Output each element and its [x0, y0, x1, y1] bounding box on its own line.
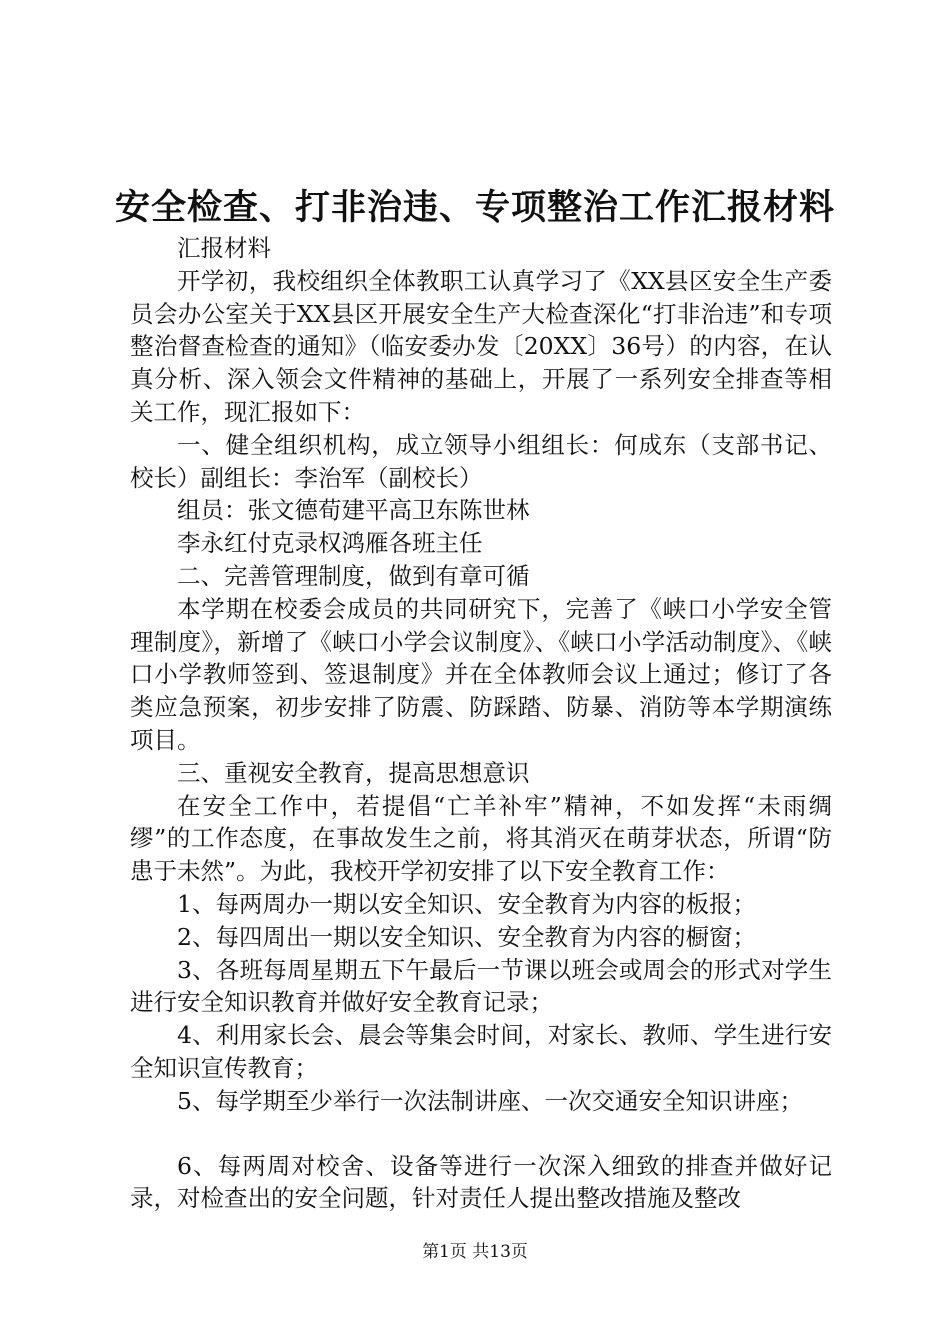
paragraph-members-2: 李永红付克录权鸿雁各班主任: [177, 529, 483, 558]
list-item-5: 5、每学期至少举行一次法制讲座、一次交通安全知识讲座；: [177, 1086, 803, 1115]
list-item-6: 6、每两周对校舍、设备等进行一次深入细致的排查并做好记录，对检查出的安全问题，针对责任人提出整改措施及整改: [130, 1151, 832, 1213]
list-item-3: 3、各班每周星期五下午最后一节课以班会或周会的形式对学生进行安全知识教育并做好安全教育记录；: [130, 955, 832, 1017]
list-item-4: 4、利用家长会、晨会等集会时间，对家长、教师、学生进行安全知识宣传教育；: [130, 1021, 832, 1082]
page-number-footer: 第1页 共13页: [422, 1242, 528, 1262]
paragraph-intro: 开学初，我校组织全体教职工认真学习了《XX县区安全生产委员会办公室关于XX县区开展安全生产大检查深化“打非治违”和专项整治督查检查的通知》（临安委办发〔20XX〕36号）的内容，在认真分析、深入领会文件精神的基础上，开展了一系列安全排查等相关工作，现汇报如下：: [130, 266, 832, 426]
paragraph-education: 在安全工作中，若提倡“亡羊补牢”精神，不如发挥“未雨绸缪”的工作态度，在事故发生之前，将其消灭在萌芽状态，所谓“防患于未然”。为此，我校开学初安排了以下安全教育工作：: [130, 791, 832, 886]
document-body: [130, 232, 832, 1215]
document-title: 安全检查、打非治违、专项整治工作汇报材料: [114, 187, 835, 228]
paragraph-section-1: 一、健全组织机构，成立领导小组组长：何成东（支部书记、校长）副组长：李治军（副校长）: [130, 430, 832, 492]
paragraph-section-2: 二、完善管理制度，做到有章可循: [177, 561, 530, 590]
paragraph-management: 本学期在校委会成员的共同研究下，完善了《峡口小学安全管理制度》，新增了《峡口小学会议制度》、《峡口小学活动制度》、《峡口小学教师签到、签退制度》并在全体教师会议上通过；修订了各类应急预案，初步安排了防震、防踩踏、防暴、消防等本学期演练项目。: [130, 594, 832, 754]
paragraph-heading-label: 汇报材料: [177, 234, 271, 262]
paragraph-members-1: 组员：张文德荀建平高卫东陈世林: [177, 496, 530, 525]
list-item-1: 1、每两周办一期以安全知识、安全教育为内容的板报；: [177, 889, 756, 918]
list-item-2: 2、每四周出一期以安全知识、安全教育为内容的橱窗；: [177, 922, 756, 951]
paragraph-section-3: 三、重视安全教育，提高思想意识: [177, 758, 530, 787]
